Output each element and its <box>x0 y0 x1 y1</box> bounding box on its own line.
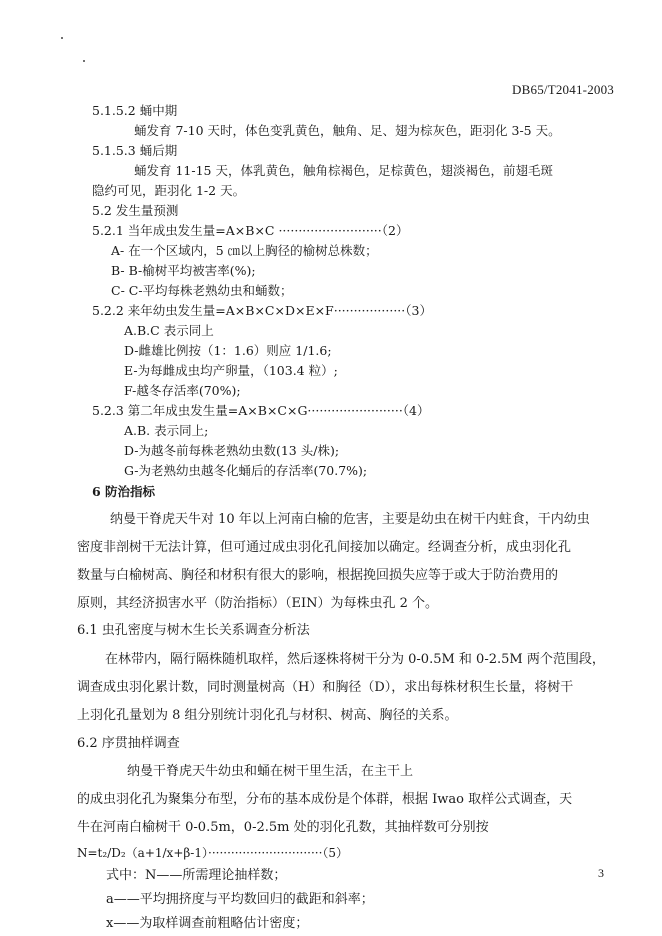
body-line: 隐约可见，距羽化 1-2 天。 <box>92 183 246 198</box>
body-line: D-雌雄比例按（1：1.6）则应 1/1.6; <box>124 343 332 358</box>
body-line: A- 在一个区域内，5 ㎝以上胸径的榆树总株数； <box>111 243 378 258</box>
formula-3-line: 5.2.2 来年幼虫发生量=A×B×C×D×E×F··················（3） <box>92 303 432 318</box>
body-line: 蛹发育 11-15 天，体乳黄色，触角棕褐色，足棕黄色，翅淡褐色，前翅毛斑 <box>134 163 553 178</box>
body-line: G-为老熟幼虫越冬化蛹后的存活率(70.7%); <box>124 463 368 478</box>
body-line: E-为每雌成虫均产卵量，（103.4 粒）; <box>124 363 338 378</box>
section-5-1-5-2-heading: 5.1.5.2 蛹中期 <box>92 103 178 118</box>
body-line: 纳曼干脊虎天牛幼虫和蛹在树干里生活，在主干上 <box>127 764 414 779</box>
section-6-1-heading: 6.1 虫孔密度与树木生长关系调查分析法 <box>77 623 310 638</box>
body-line: A.B.C 表示同上 <box>124 323 214 338</box>
legend-line: x——为取样调查前粗略估计密度； <box>106 916 309 931</box>
body-line: 牛在河南白榆树干 0-0.5m，0-2.5m 处的羽化孔数，其抽样数可分别按 <box>77 820 489 835</box>
page-number: 3 <box>598 866 604 880</box>
section-5-1-5-3-heading: 5.1.5.3 蛹后期 <box>92 143 178 158</box>
scan-speck <box>61 37 63 39</box>
body-line: F-越冬存活率(70%); <box>124 383 241 398</box>
body-line: 调查成虫羽化累计数，同时测量树高（H）和胸径（D），求出每株材积生长量，将树干 <box>77 680 574 695</box>
body-line: 数量与白榆树高、胸径和材积有很大的影响，根据挽回损失应等于或大于防治费用的 <box>77 568 559 583</box>
body-line: C- C-平均每株老熟幼虫和蛹数； <box>111 283 293 298</box>
body-line: B- B-榆树平均被害率(%); <box>111 263 256 278</box>
body-line: 上羽化孔量划为 8 组分别统计羽化孔与材积、树高、胸径的关系。 <box>77 708 458 723</box>
section-5-2-heading: 5.2 发生量预测 <box>92 203 179 218</box>
body-line: 蛹发育 7-10 天时，体色变乳黄色，触角、足、翅为棕灰色，距羽化 3-5 天。 <box>134 123 561 138</box>
body-line: 纳曼干脊虎天牛对 10 年以上河南白榆的危害，主要是幼虫在树干内蛀食，干内幼虫 <box>110 512 590 527</box>
body-line: D-为越冬前每株老熟幼虫数(13 头/株); <box>124 443 340 458</box>
legend-line: a——平均拥挤度与平均数回归的截距和斜率； <box>106 892 374 907</box>
body-line: 密度非剖树干无法计算，但可通过成虫羽化孔间接加以确定。经调查分析，成虫羽化孔 <box>77 540 572 555</box>
body-line: 在林带内，隔行隔株随机取样，然后逐株将树干分为 0-0.5M 和 0-2.5M 两个范围段， <box>105 652 605 667</box>
body-line: A.B. 表示同上; <box>124 423 209 438</box>
section-6-2-heading: 6.2 序贯抽样调查 <box>77 736 180 751</box>
section-6-heading: 6 防治指标 <box>92 484 156 499</box>
formula-4-line: 5.2.3 第二年成虫发生量=A×B×C×G························（4） <box>92 403 430 418</box>
scan-speck <box>83 60 85 62</box>
formula-2-line: 5.2.1 当年成虫发生量=A×B×C ··························（2） <box>92 223 409 238</box>
body-line: 的成虫羽化孔为聚集分布型，分布的基本成份是个体群，根据 Iwao 取样公式调查，天 <box>77 792 573 807</box>
legend-line: 式中：N——所需理论抽样数； <box>106 868 287 883</box>
standard-code: DB65/T2041-2003 <box>512 82 614 97</box>
formula-5-line: N=t₂/D₂（a+1/x+β-1）······························（5） <box>77 846 349 860</box>
body-line: 原则，其经济损害水平（防治指标）（EIN）为每株虫孔 2 个。 <box>77 596 439 611</box>
